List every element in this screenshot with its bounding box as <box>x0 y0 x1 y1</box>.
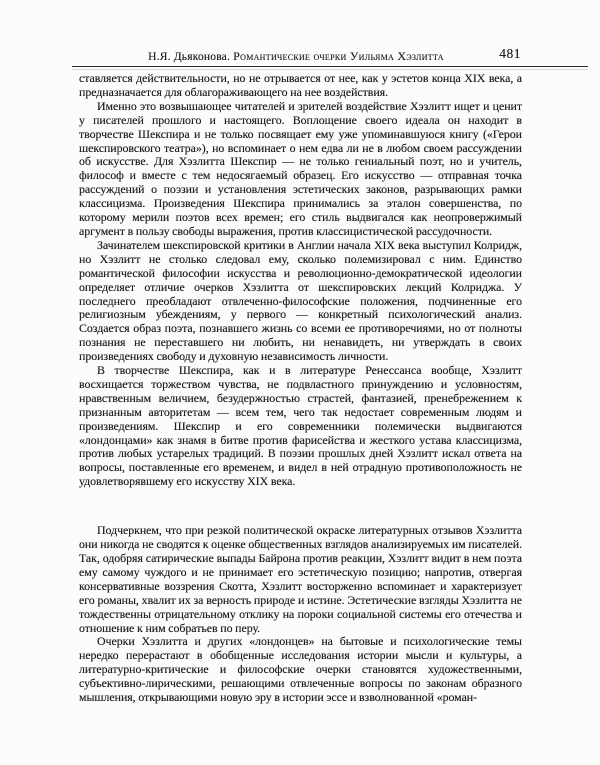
page-number: 481 <box>499 46 521 61</box>
paragraph: Подчеркнем, что при резкой политической окраске литературных отзывов Хэзлитта они никогда не сводятся к оценке общественных взглядов анализируемых им писателей. Так, одобряя сатирические выпады Байрона против реакции, Хэзлитт видит в нем поэта ему самому чуждого и не принимает его эстетическую позицию; напротив, отвергая консервативные воззрения Скотта, Хэзлитт восторженно вспоминает и характеризует его романы, хвалит их за верность природе и истине. Эстетические взгляды Хэзлитта не тождественны отрицательному отклику на пороки социальной системы его отечества и отношение к ним собратьев по перу. <box>79 523 522 635</box>
paragraph: Зачинателем шекспировской критики в Англии начала XIX века выступил Колридж, но Хэзлитт не столько следовал ему, сколько полемизировал с ним. Единство романтической философии искусства и революционно-демократической идеологии определяет отличие очерков Хэзлитта от шекспировских лекций Колриджа. У последнего преобладают отвлеченно-философские положения, подчиненные его религиозным убеждениям, у первого — конкретный психологический анализ. Создается образ поэта, познавшего жизнь со всеми ее противоречиями, но от полноты познания не переставшего ни любить, ни ненавидеть, ни утверждать в своих произведениях свободу и духовную независимость личности. <box>79 237 522 364</box>
paragraph: В творчестве Шекспира, как и в литературе Ренессанса вообще, Хэзлитт восхищается торжеством чувства, не подвластного принуждению и условностям, нравственным величием, безудержностью страстей, фантазией, пренебрежением к признанным авторитетам — всем тем, чего так недостает современным людям и произведениям. Шекспир и его современники полемически выдвигаются «лондонцами» как знамя в битве против фарисейства и жесткого устава классицизма, против любых устарелых традиций. В поэзии прошлых дней Хэзлитт искал ответа на вопросы, поставленные его временем, и видел в ней отрадную противоположность не удовлетворявшему его искусству XIX века. <box>79 363 522 489</box>
section-break <box>79 489 522 524</box>
paragraph-continuation: ставляется действительности, но не отрывается от нее, как у эстетов конца XIX века, а предназначается для облагораживающего на нее воздействия. <box>79 71 522 99</box>
paragraph: Очерки Хэзлитта и других «лондонцев» на бытовые и психологические темы нередко перерастают в обобщенные исследования истории мысли и культуры, а литературно-критические и философские очерки становятся художественными, субъективно-лирическими, решающими отвлеченные вопросы по законам образного мышления, открывающими новую эру в истории эссе и взволнованной «роман- <box>79 634 522 705</box>
running-header <box>72 46 588 65</box>
header-rule <box>72 66 588 67</box>
header-chapter-title: Романтические очерки Уильяма Хэзлитта <box>233 49 444 63</box>
header-author: Н.Я. Дьяконова. <box>148 51 231 63</box>
text-column <box>79 72 522 705</box>
header-title-line <box>72 49 520 64</box>
paragraph: Именно это возвышающее читателей и зрителей воздействие Хэзлитт ищет и ценит у писателей прошлого и настоящего. Воплощение своего идеала он находит в творчестве Шекспира и не только посвящает ему уже упоминавшуюся книгу («Герои шекспировского театра»), но вспоминает о нем едва ли не в любом своем рассуждении об искусстве. Для Хэзлитта Шекспир — не только гениальный поэт, но и учитель, философ и вместе с тем недосягаемый образец. Его искусство — отправная точка рассуждений о поэзии и установления эстетических законов, разрывающих рамки классицизма. Произведения Шекспира принимались за эталон совершенства, по которому мерили поэтов всех времен; его стиль выдвигался как неопровержимый аргумент в пользу свободы выражения, против классицистической рассудочности. <box>79 98 522 238</box>
